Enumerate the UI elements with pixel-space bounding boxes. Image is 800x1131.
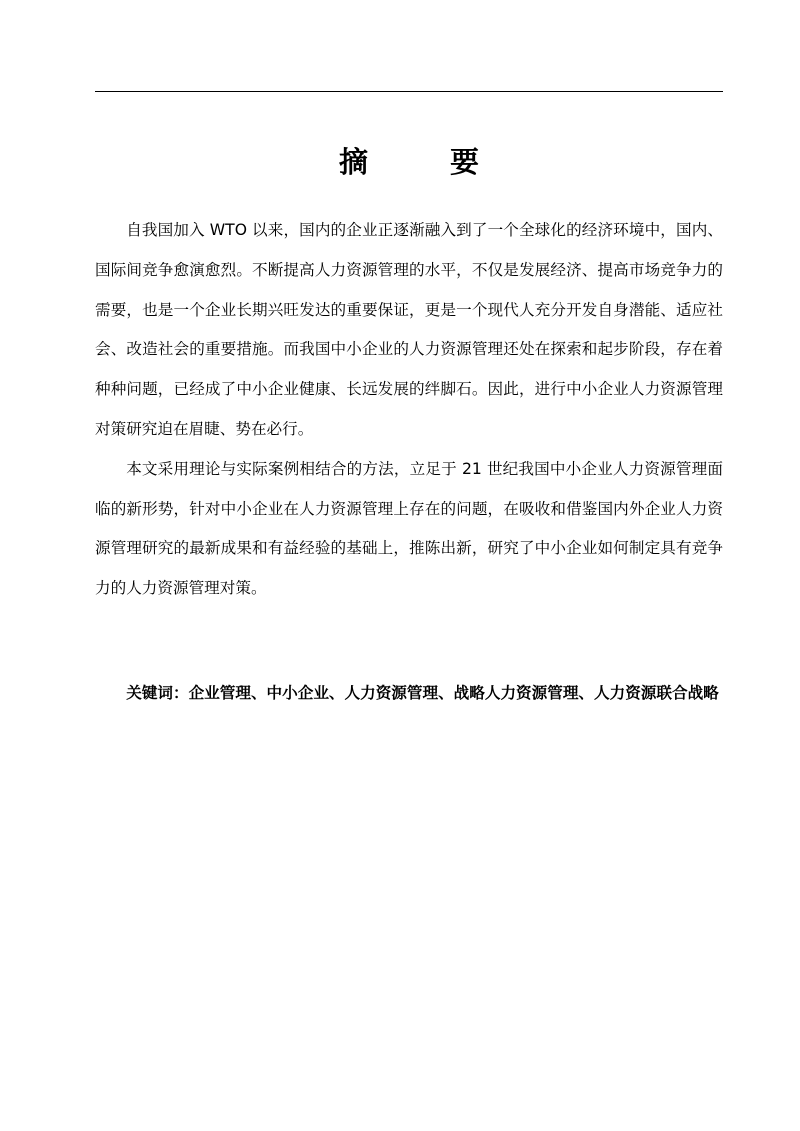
abstract-title: 摘 要 [338, 145, 516, 179]
header-rule [95, 91, 723, 92]
abstract-body [95, 211, 723, 609]
keywords: 关键词：企业管理、中小企业、人力资源管理、战略人力资源管理、人力资源联合战略 [126, 684, 719, 702]
abstract-paragraph-2: 本文采用理论与实际案例相结合的方法，立足于 21 世纪我国中小企业人力资源管理面临的新形势，针对中小企业在人力资源管理上存在的问题，在吸收和借鉴国内外企业人力资源管理研究的最新成果和有益经验的基础上，推陈出新，研究了中小企业如何制定具有竞争力的人力资源管理对策。 [95, 459, 723, 598]
abstract-paragraph-1: 自我国加入 WTO 以来，国内的企业正逐渐融入到了一个全球化的经济环境中，国内、国际间竞争愈演愈烈。不断提高人力资源管理的水平，不仅是发展经济、提高市场竞争力的需要，也是一个企业长期兴旺发达的重要保证，更是一个现代人充分开发自身潜能、适应社会、改造社会的重要措施。而我国中小企业的人力资源管理还处在探索和起步阶段，存在着种种问题，已经成了中小企业健康、长远发展的绊脚石。因此，进行中小企业人力资源管理对策研究迫在眉睫、势在必行。 [95, 221, 723, 438]
